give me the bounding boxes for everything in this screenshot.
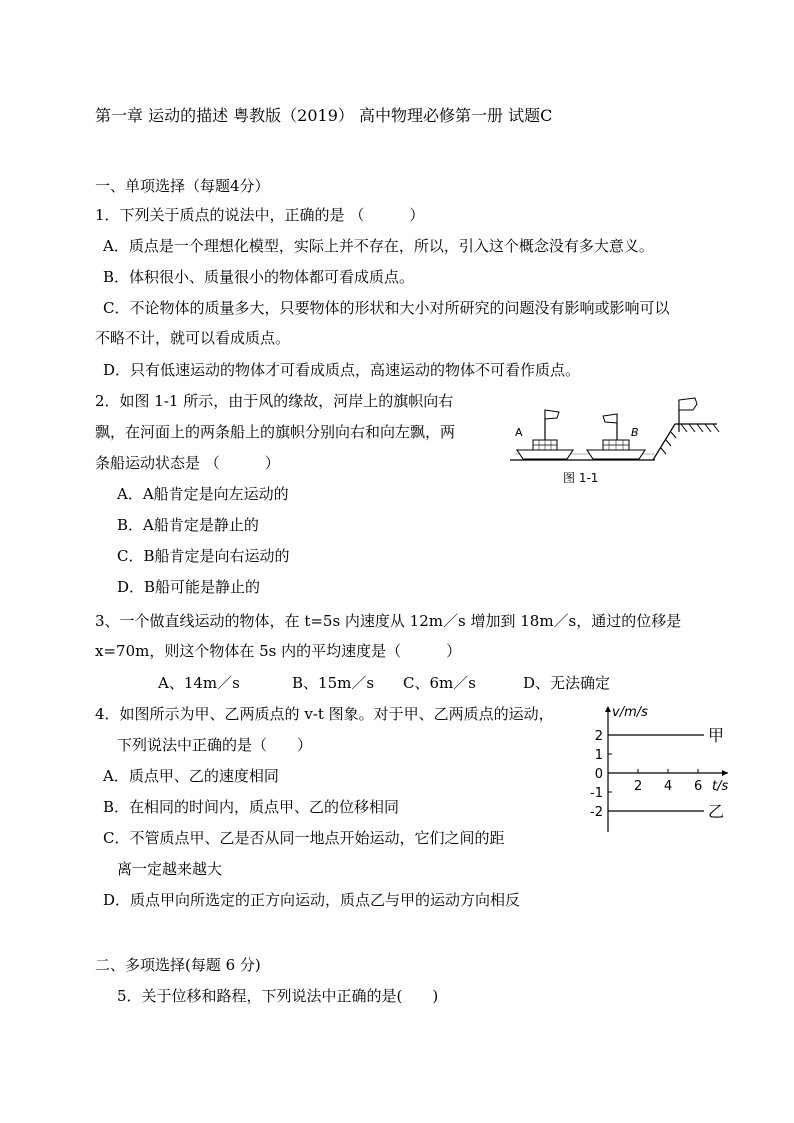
question-2-option-d: D．B船可能是静止的 xyxy=(117,578,261,596)
boat-b-label: B xyxy=(631,426,639,439)
boat-a xyxy=(517,410,573,459)
question-1-option-d: D．只有低速运动的物体才可看成质点，高速运动的物体不可看作质点。 xyxy=(103,361,581,379)
x-tick-label: 4 xyxy=(664,779,673,794)
question-4-stem-line2: 下列说法中正确的是（ ） xyxy=(117,736,313,754)
question-4-option-c: C．不管质点甲、乙是否从同一地点开始运动，它们之间的距 xyxy=(103,829,505,847)
page-title: 第一章 运动的描述 粤教版（2019） 高中物理必修第一册 试题C xyxy=(95,106,553,125)
question-2-stem-line2: 飘，在河面上的两条船上的旗帜分别向右和向左飘，两 xyxy=(95,423,456,441)
question-4-stem-line1: 4．如图所示为甲、乙两质点的 v-t 图象。对于甲、乙两质点的运动， xyxy=(95,705,554,723)
vt-graph xyxy=(578,700,738,840)
y-tick-label: 1 xyxy=(594,748,603,763)
y-axis-label: v/m/s xyxy=(612,705,648,720)
question-3-option-a: A、14m／s xyxy=(158,674,240,692)
question-3-stem-line2: x=70m，则这个物体在 5s 内的平均速度是（ ） xyxy=(95,642,462,660)
figure-caption: 图 1-1 xyxy=(563,471,599,485)
question-4-option-d: D．质点甲向所选定的正方向运动，质点乙与甲的运动方向相反 xyxy=(103,891,521,909)
question-5-stem: 5．关于位移和路程，下列说法中正确的是( ) xyxy=(117,987,439,1005)
figure-1-1 xyxy=(505,392,725,492)
question-2-option-b: B．A船肯定是静止的 xyxy=(117,516,259,534)
question-4-option-b: B．在相同的时间内，质点甲、乙的位移相同 xyxy=(103,798,400,816)
section-multiple-choice: 二、多项选择(每题 6 分) xyxy=(95,956,261,974)
series-label-yi: 乙 xyxy=(708,802,725,821)
question-3-stem-line1: 3、一个做直线运动的物体，在 t=5s 内速度从 12m／s 增加到 18m／s，通过的位移是 xyxy=(95,612,682,630)
question-4-option-c-cont: 离一定越来越大 xyxy=(117,860,223,878)
question-1-stem: 1．下列关于质点的说法中，正确的是 （ ） xyxy=(95,206,425,224)
boat-a-label: A xyxy=(515,426,523,439)
question-1-option-c-cont: 不略不计，就可以看成质点。 xyxy=(95,329,291,347)
riverbank xyxy=(653,424,719,460)
question-2-option-c: C．B船肯定是向右运动的 xyxy=(117,547,290,565)
question-1-option-c: C．不论物体的质量多大，只要物体的形状和大小对所研究的问题没有影响或影响可以 xyxy=(103,299,670,317)
question-1-option-b: B．体积很小、质量很小的物体都可看成质点。 xyxy=(103,268,415,286)
y-tick-label: -1 xyxy=(590,786,603,801)
y-tick-label: -2 xyxy=(590,805,603,820)
question-1-option-a: A．质点是一个理想化模型，实际上并不存在，所以，引入这个概念没有多大意义。 xyxy=(103,237,654,255)
question-4-option-a: A．质点甲、乙的速度相同 xyxy=(103,767,279,785)
y-tick-label: 0 xyxy=(594,767,603,782)
x-axis-label: t/s xyxy=(712,779,729,794)
x-axis-arrow xyxy=(722,770,728,776)
x-tick-label: 6 xyxy=(694,779,703,794)
question-3-option-c: C、6m／s xyxy=(403,674,476,692)
section-single-choice: 一、单项选择（每题4分） xyxy=(95,177,270,195)
y-tick-label: 2 xyxy=(594,729,603,744)
question-3-option-b: B、15m／s xyxy=(292,674,375,692)
y-axis-arrow xyxy=(605,706,611,712)
x-tick-label: 2 xyxy=(634,779,643,794)
series-label-jia: 甲 xyxy=(708,726,725,745)
question-2-stem-line1: 2．如图 1-1 所示，由于风的缘故，河岸上的旗帜向右 xyxy=(95,392,454,410)
question-2-option-a: A．A船肯定是向左运动的 xyxy=(117,485,289,503)
question-3-option-d: D、无法确定 xyxy=(523,674,611,692)
question-2-stem-line3: 条船运动状态是 （ ） xyxy=(95,454,280,472)
riverbank-flag xyxy=(679,398,697,432)
